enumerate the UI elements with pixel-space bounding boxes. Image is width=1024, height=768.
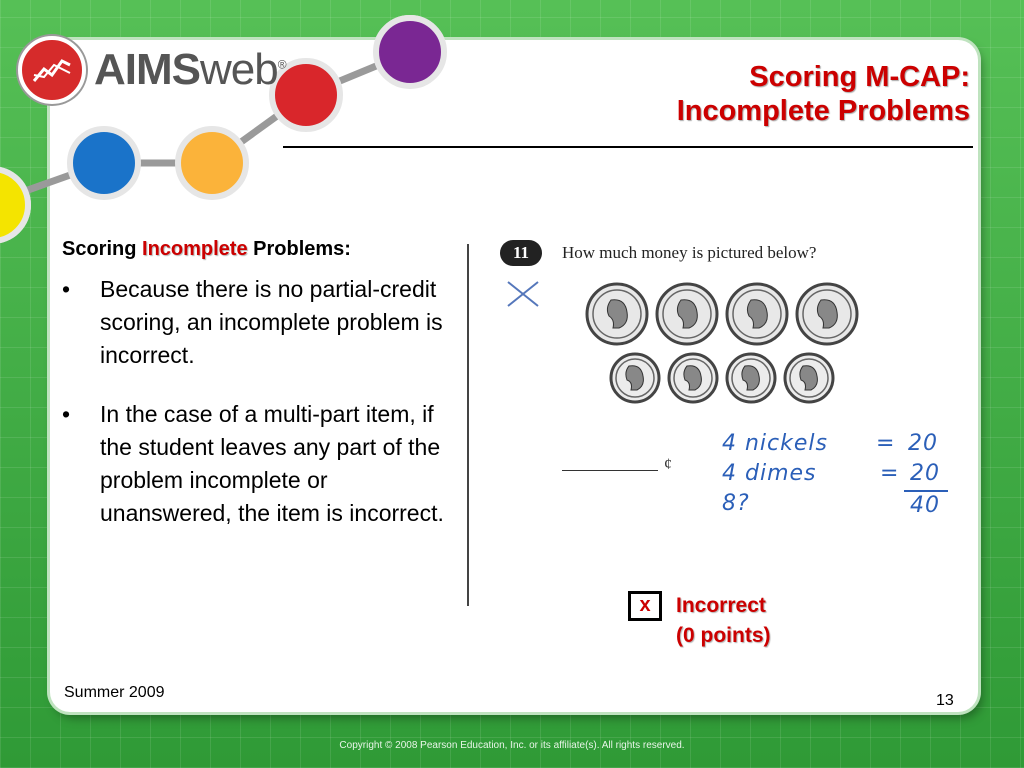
bullet-item: • Because there is no partial-credit scoring, an incomplete problem is incorrect. <box>62 273 452 372</box>
footer-date: Summer 2009 <box>64 684 165 701</box>
work-line-1-label: 4 nickels <box>722 431 828 456</box>
dime-coin <box>783 352 835 404</box>
bullet-list <box>62 273 452 530</box>
orange-circle-front <box>178 129 246 197</box>
brand-name: AIMSweb® <box>94 45 286 94</box>
aimsweb-logo <box>18 36 286 104</box>
work-line-2-value: 20 <box>910 461 940 486</box>
work-line-3-label: 8? <box>722 491 750 516</box>
problem-question: How much money is pictured below? <box>562 243 817 262</box>
nickel-coin <box>795 282 859 346</box>
sum-line <box>904 490 948 492</box>
title-line-2: Incomplete Problems <box>676 95 970 127</box>
yellow-circle-front <box>0 169 28 241</box>
section-heading: Scoring Incomplete Problems: <box>62 238 351 260</box>
work-total: 40 <box>910 493 940 518</box>
nickel-coin <box>725 282 789 346</box>
work-line-1-eq: = <box>876 431 896 456</box>
problem-number: 11 <box>500 240 542 266</box>
nickel-coin <box>585 282 649 346</box>
blue-circle-front <box>70 129 138 197</box>
dime-coin <box>609 352 661 404</box>
title-underline <box>283 146 973 148</box>
chart-line-icon <box>18 36 86 104</box>
work-line-2-label: 4 dimes <box>722 461 817 486</box>
purple-circle-front <box>376 18 444 86</box>
column-divider <box>467 244 469 606</box>
title-line-1: Scoring M-CAP: <box>749 61 970 93</box>
result-line-2: (0 points) <box>676 624 771 647</box>
result-line-1: Incorrect <box>676 594 766 617</box>
dime-coin <box>667 352 719 404</box>
nickel-coin <box>655 282 719 346</box>
work-line-2-eq: = <box>880 461 900 486</box>
bullet-item: • In the case of a multi-part item, if the student leaves any part of the problem incomplete or unanswered, the item is incorrect. <box>62 398 452 530</box>
result-label <box>676 591 771 651</box>
slide-title <box>677 60 970 128</box>
answer-blank <box>562 470 658 471</box>
incorrect-checkbox: x <box>628 591 662 621</box>
page-number: 13 <box>936 692 954 709</box>
copyright-notice: Copyright © 2008 Pearson Education, Inc. or its affiliate(s). All rights reserved. <box>339 740 685 751</box>
dime-coin <box>725 352 777 404</box>
cent-symbol: ¢ <box>664 456 672 473</box>
work-line-1-value: 20 <box>908 431 938 456</box>
cross-mark-icon <box>506 280 540 308</box>
left-column <box>62 238 452 556</box>
